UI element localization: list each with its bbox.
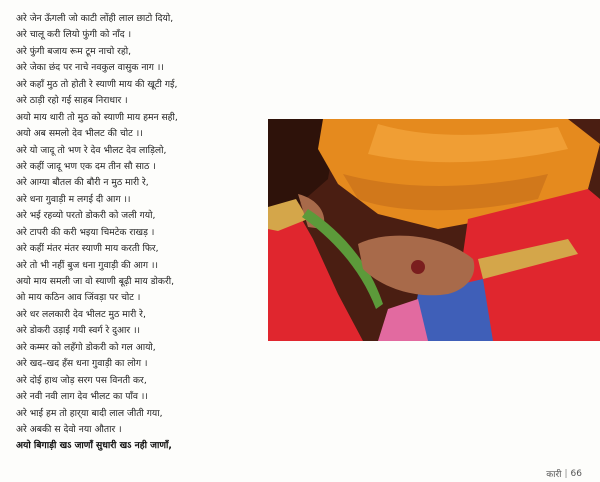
verse-line: अरे आग्या बौतल की बौरी न मुठ मारी रे, [16,177,149,189]
verse-line: अरे भई रहव्यो परतो डोकरी को जली गयो, [16,210,156,222]
page-number: 66 [570,468,582,479]
verse-line: अरे तो भी नहीं बुज धना गुवाड़ी की आग ।। [16,259,158,271]
ritual-photo-icon [268,119,600,341]
verse-line: अरे कम्मर को लहँगो डोकरी को गल आयो, [16,341,156,353]
verse-line: अरे कहीं जादू भण एक दम तीन सौ साठ । [16,160,156,172]
verse-line: अयो बिगाड़ी खऽ जाणाँ सुधारी खऽ नही जाणाँ, [16,440,172,452]
verse-line: अयो अब समलो देव भीलट की चोट ।। [16,128,143,140]
verse-line: अरे भाई हम तो हार्‌या बादी लाल जीती गया, [16,407,163,419]
footer-title: कारी [546,470,562,480]
verse-line: अरे नवी नवी लाग देव भीलट का पाँव ।। [16,391,148,403]
verse-line: अरे ठाड़ी रहो गई साहब निराधार । [16,95,128,107]
verse-line: अयो माय समली जा वो स्याणी बूढ़ी माय डोकरी, [16,276,175,287]
verse-line: ओ माय कठिन आव जिंवड़ा पर चोट । [16,292,141,304]
verse-line: अरे टापरी की करी भइया चिमटेक राखड़ । [16,226,155,238]
verse-line: अरे जेका छंद पर नाचे नवकुल वासुक नाग ।। [16,62,164,74]
verse-line: अरे यो जादू तो भण रे देव भीलट देव लाड़िलो, [16,144,167,156]
verse-line: अरे खद–खद हँस धना गुवाड़ी का लोग । [16,358,148,370]
verse-line: अरे धना गुवाड़ी म लगई दी आग ।। [16,193,131,205]
verse-line: अरे चालू करी लियो फुंगी को नाँद । [16,29,132,41]
verse-line: अरे डोकरी उड़ाई गयी स्वर्ग रे दुआर ।। [16,325,141,337]
verse-line: अरे अबकी स देवो नया औतार । [16,423,122,435]
verse-line: अरे धर ललकारी देव भीलट मुठ मारी रे, [16,308,146,320]
henna-mark [411,260,425,274]
verse-line: अरे कहीं मंतर मंतर स्याणी माय करती फिर, [16,243,159,255]
verse-line: अरे फुंगी बजाय रूम टूम नाचो रहो, [16,45,132,57]
page-footer [546,467,582,480]
verse-line: अयो माय थारी तो मुठ को स्याणी माय हमन सही, [16,111,178,123]
ritual-photo-illustration [268,119,600,341]
verse-list [16,11,256,455]
verse-line: अरे जेन ऊँगली जो काटी लोंही लाल छाटो दियो, [16,13,174,24]
footer-separator: | [564,468,568,479]
verse-line: अरे दोई हाथ जोड़ सरग पस विनती कर, [16,374,147,386]
verse-line: अरे कहाँ मुठ तो होती रे स्याणी माय की खूटी गई, [16,78,178,90]
